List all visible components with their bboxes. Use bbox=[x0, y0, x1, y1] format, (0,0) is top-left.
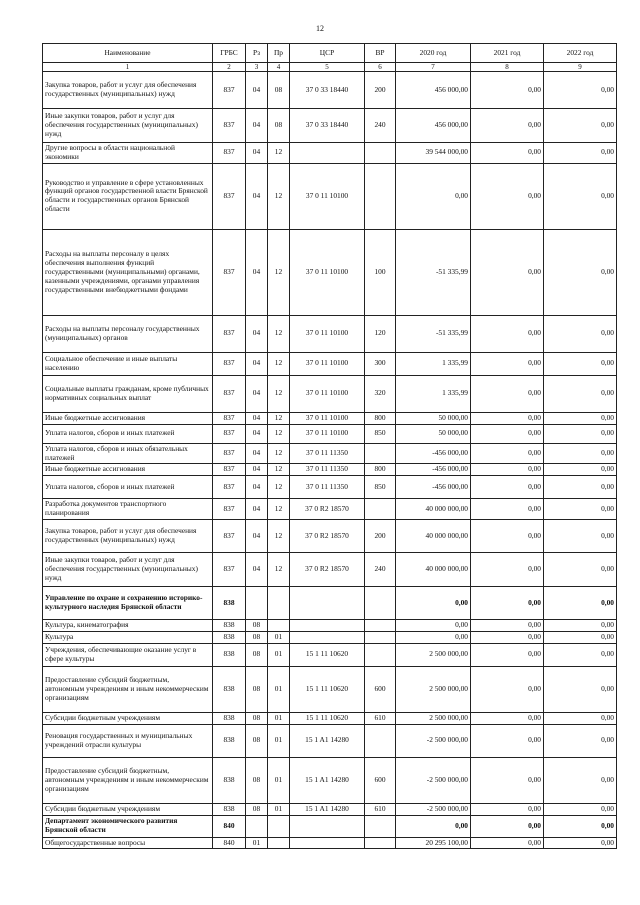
row-value-2021: 0,00 bbox=[471, 163, 544, 229]
row-vr: 600 bbox=[365, 757, 396, 803]
row-name: Реновация государственных и муниципальных учреждений отрасли культуры bbox=[43, 724, 213, 757]
row-csr bbox=[290, 143, 365, 164]
row-pr: 12 bbox=[268, 143, 290, 164]
row-csr: 37 0 11 10100 bbox=[290, 352, 365, 375]
row-value-2020: 2 500 000,00 bbox=[396, 712, 471, 724]
row-csr: 15 1 11 10620 bbox=[290, 643, 365, 666]
row-value-2021: 0,00 bbox=[471, 315, 544, 352]
row-vr: 300 bbox=[365, 352, 396, 375]
row-value-2022: 0,00 bbox=[544, 553, 617, 587]
row-value-2021: 0,00 bbox=[471, 499, 544, 520]
row-csr bbox=[290, 815, 365, 837]
row-rz: 04 bbox=[246, 443, 268, 464]
row-pr: 12 bbox=[268, 375, 290, 412]
row-name: Иные бюджетные ассигнования bbox=[43, 464, 213, 476]
row-name: Иные бюджетные ассигнования bbox=[43, 412, 213, 424]
table-row bbox=[43, 666, 617, 712]
row-value-2020: 1 335,99 bbox=[396, 375, 471, 412]
row-csr: 37 0 R2 18570 bbox=[290, 499, 365, 520]
row-value-2022: 0,00 bbox=[544, 815, 617, 837]
row-name: Предоставление субсидий бюджетным, автономным учреждениям и иным некоммерческим организациям bbox=[43, 757, 213, 803]
row-value-2022: 0,00 bbox=[544, 757, 617, 803]
row-pr bbox=[268, 620, 290, 632]
row-vr: 120 bbox=[365, 315, 396, 352]
row-rz: 04 bbox=[246, 520, 268, 553]
row-vr: 100 bbox=[365, 229, 396, 315]
row-csr: 37 0 11 10100 bbox=[290, 424, 365, 443]
row-value-2022: 0,00 bbox=[544, 587, 617, 620]
row-name: Руководство и управление в сфере установленных функций органов государственной власти Брянской области и государственных органов Брянской области bbox=[43, 163, 213, 229]
row-pr: 12 bbox=[268, 352, 290, 375]
col-number: 6 bbox=[365, 63, 396, 72]
row-value-2022: 0,00 bbox=[544, 724, 617, 757]
col-number: 2 bbox=[213, 63, 246, 72]
row-pr: 12 bbox=[268, 520, 290, 553]
row-rz: 04 bbox=[246, 476, 268, 499]
row-value-2020: 2 500 000,00 bbox=[396, 666, 471, 712]
col-number: 1 bbox=[43, 63, 213, 72]
col-header-rz: Рз bbox=[246, 44, 268, 63]
row-vr bbox=[365, 443, 396, 464]
row-value-2022: 0,00 bbox=[544, 464, 617, 476]
row-value-2021: 0,00 bbox=[471, 229, 544, 315]
row-grbs: 837 bbox=[213, 315, 246, 352]
row-csr: 37 0 11 10100 bbox=[290, 229, 365, 315]
row-name: Департамент экономического развития Брянской области bbox=[43, 815, 213, 837]
row-value-2021: 0,00 bbox=[471, 712, 544, 724]
row-vr: 610 bbox=[365, 803, 396, 815]
row-name: Управление по охране и сохранению историко-культурного наследия Брянской области bbox=[43, 587, 213, 620]
table-row bbox=[43, 499, 617, 520]
row-value-2020: 0,00 bbox=[396, 620, 471, 632]
row-vr: 800 bbox=[365, 412, 396, 424]
row-rz: 08 bbox=[246, 724, 268, 757]
row-value-2021: 0,00 bbox=[471, 143, 544, 164]
row-rz: 04 bbox=[246, 424, 268, 443]
row-grbs: 840 bbox=[213, 837, 246, 849]
row-value-2021: 0,00 bbox=[471, 553, 544, 587]
budget-table bbox=[42, 43, 617, 849]
table-row bbox=[43, 163, 617, 229]
row-grbs: 837 bbox=[213, 476, 246, 499]
row-csr: 37 0 R2 18570 bbox=[290, 553, 365, 587]
row-value-2022: 0,00 bbox=[544, 412, 617, 424]
table-row bbox=[43, 620, 617, 632]
row-vr bbox=[365, 724, 396, 757]
col-header-2022: 2022 год bbox=[544, 44, 617, 63]
row-pr: 12 bbox=[268, 315, 290, 352]
row-value-2022: 0,00 bbox=[544, 803, 617, 815]
table-row bbox=[43, 315, 617, 352]
table-row bbox=[43, 815, 617, 837]
row-name: Субсидии бюджетным учреждениям bbox=[43, 712, 213, 724]
row-value-2021: 0,00 bbox=[471, 72, 544, 109]
row-grbs: 838 bbox=[213, 724, 246, 757]
row-csr: 37 0 R2 18570 bbox=[290, 520, 365, 553]
row-csr: 15 1 11 10620 bbox=[290, 666, 365, 712]
table-row bbox=[43, 724, 617, 757]
row-vr: 320 bbox=[365, 375, 396, 412]
row-grbs: 838 bbox=[213, 803, 246, 815]
row-value-2022: 0,00 bbox=[544, 666, 617, 712]
table-row bbox=[43, 643, 617, 666]
row-grbs: 837 bbox=[213, 72, 246, 109]
row-value-2022: 0,00 bbox=[544, 476, 617, 499]
row-name: Учреждения, обеспечивающие оказание услуг в сфере культуры bbox=[43, 643, 213, 666]
row-grbs: 837 bbox=[213, 109, 246, 143]
row-pr: 08 bbox=[268, 72, 290, 109]
row-name: Другие вопросы в области национальной экономики bbox=[43, 143, 213, 164]
row-pr: 01 bbox=[268, 803, 290, 815]
row-csr bbox=[290, 837, 365, 849]
table-row bbox=[43, 712, 617, 724]
row-rz: 08 bbox=[246, 666, 268, 712]
table-row bbox=[43, 464, 617, 476]
row-csr bbox=[290, 620, 365, 632]
table-row bbox=[43, 109, 617, 143]
row-name: Закупка товаров, работ и услуг для обеспечения государственных (муниципальных) нужд bbox=[43, 520, 213, 553]
row-name: Уплата налогов, сборов и иных платежей bbox=[43, 476, 213, 499]
row-pr: 12 bbox=[268, 412, 290, 424]
row-grbs: 838 bbox=[213, 620, 246, 632]
row-grbs: 838 bbox=[213, 712, 246, 724]
row-value-2022: 0,00 bbox=[544, 620, 617, 632]
row-value-2020: 20 295 100,00 bbox=[396, 837, 471, 849]
table-row bbox=[43, 443, 617, 464]
row-vr bbox=[365, 587, 396, 620]
row-csr: 37 0 11 11350 bbox=[290, 443, 365, 464]
row-vr: 240 bbox=[365, 553, 396, 587]
table-body bbox=[43, 72, 617, 849]
row-vr bbox=[365, 815, 396, 837]
row-name: Предоставление субсидий бюджетным, автономным учреждениям и иным некоммерческим организациям bbox=[43, 666, 213, 712]
row-grbs: 838 bbox=[213, 587, 246, 620]
row-grbs: 838 bbox=[213, 631, 246, 643]
row-rz: 04 bbox=[246, 464, 268, 476]
row-rz: 04 bbox=[246, 72, 268, 109]
row-pr: 12 bbox=[268, 499, 290, 520]
row-vr bbox=[365, 143, 396, 164]
table-row bbox=[43, 520, 617, 553]
row-pr: 01 bbox=[268, 643, 290, 666]
row-vr: 800 bbox=[365, 464, 396, 476]
table-row bbox=[43, 631, 617, 643]
table-row bbox=[43, 375, 617, 412]
row-value-2020: -2 500 000,00 bbox=[396, 724, 471, 757]
row-value-2022: 0,00 bbox=[544, 375, 617, 412]
row-name: Культура, кинематография bbox=[43, 620, 213, 632]
row-csr: 37 0 11 10100 bbox=[290, 315, 365, 352]
row-value-2020: 40 000 000,00 bbox=[396, 520, 471, 553]
table-row bbox=[43, 143, 617, 164]
row-name: Социальные выплаты гражданам, кроме публичных нормативных социальных выплат bbox=[43, 375, 213, 412]
row-value-2021: 0,00 bbox=[471, 109, 544, 143]
row-pr: 12 bbox=[268, 476, 290, 499]
col-header-csr: ЦСР bbox=[290, 44, 365, 63]
row-value-2022: 0,00 bbox=[544, 229, 617, 315]
col-number: 3 bbox=[246, 63, 268, 72]
table-row bbox=[43, 352, 617, 375]
row-name: Иные закупки товаров, работ и услуг для обеспечения государственных (муниципальных) нужд bbox=[43, 109, 213, 143]
row-name: Социальное обеспечение и иные выплаты населению bbox=[43, 352, 213, 375]
row-value-2022: 0,00 bbox=[544, 109, 617, 143]
row-csr: 15 1 A1 14280 bbox=[290, 803, 365, 815]
row-pr bbox=[268, 837, 290, 849]
row-name: Субсидии бюджетным учреждениям bbox=[43, 803, 213, 815]
row-vr: 610 bbox=[365, 712, 396, 724]
row-value-2022: 0,00 bbox=[544, 631, 617, 643]
row-rz: 04 bbox=[246, 412, 268, 424]
row-value-2021: 0,00 bbox=[471, 352, 544, 375]
row-value-2020: 40 000 000,00 bbox=[396, 553, 471, 587]
row-value-2021: 0,00 bbox=[471, 620, 544, 632]
row-pr: 01 bbox=[268, 712, 290, 724]
row-value-2020: -456 000,00 bbox=[396, 476, 471, 499]
row-csr: 15 1 11 10620 bbox=[290, 712, 365, 724]
col-header-pr: Пр bbox=[268, 44, 290, 63]
row-name: Иные закупки товаров, работ и услуг для обеспечения государственных (муниципальных) нужд bbox=[43, 553, 213, 587]
row-rz bbox=[246, 587, 268, 620]
row-csr: 37 0 11 10100 bbox=[290, 163, 365, 229]
row-value-2022: 0,00 bbox=[544, 712, 617, 724]
row-name: Закупка товаров, работ и услуг для обеспечения государственных (муниципальных) нужд bbox=[43, 72, 213, 109]
row-value-2021: 0,00 bbox=[471, 666, 544, 712]
row-value-2020: -51 335,99 bbox=[396, 229, 471, 315]
row-pr: 01 bbox=[268, 757, 290, 803]
row-name: Расходы на выплаты персоналу государственных (муниципальных) органов bbox=[43, 315, 213, 352]
row-rz: 04 bbox=[246, 375, 268, 412]
row-grbs: 837 bbox=[213, 143, 246, 164]
row-grbs: 837 bbox=[213, 464, 246, 476]
row-value-2021: 0,00 bbox=[471, 464, 544, 476]
row-grbs: 838 bbox=[213, 757, 246, 803]
row-value-2022: 0,00 bbox=[544, 143, 617, 164]
row-grbs: 837 bbox=[213, 412, 246, 424]
row-value-2022: 0,00 bbox=[544, 443, 617, 464]
col-number: 9 bbox=[544, 63, 617, 72]
row-name: Уплата налогов, сборов и иных платежей bbox=[43, 424, 213, 443]
table-row bbox=[43, 229, 617, 315]
row-name: Культура bbox=[43, 631, 213, 643]
row-csr: 37 0 33 18440 bbox=[290, 109, 365, 143]
row-value-2022: 0,00 bbox=[544, 837, 617, 849]
row-grbs: 837 bbox=[213, 163, 246, 229]
row-csr: 15 1 A1 14280 bbox=[290, 724, 365, 757]
row-csr: 37 0 11 10100 bbox=[290, 412, 365, 424]
row-value-2020: 456 000,00 bbox=[396, 72, 471, 109]
row-csr: 37 0 33 18440 bbox=[290, 72, 365, 109]
row-value-2021: 0,00 bbox=[471, 587, 544, 620]
col-number: 7 bbox=[396, 63, 471, 72]
row-vr bbox=[365, 631, 396, 643]
row-rz: 08 bbox=[246, 643, 268, 666]
row-grbs: 837 bbox=[213, 352, 246, 375]
row-pr: 12 bbox=[268, 163, 290, 229]
row-csr bbox=[290, 631, 365, 643]
row-csr: 37 0 11 11350 bbox=[290, 464, 365, 476]
row-vr bbox=[365, 643, 396, 666]
row-value-2020: -456 000,00 bbox=[396, 443, 471, 464]
col-header-grbs: ГРБС bbox=[213, 44, 246, 63]
row-rz: 04 bbox=[246, 553, 268, 587]
col-header-name: Наименование bbox=[43, 44, 213, 63]
row-value-2021: 0,00 bbox=[471, 424, 544, 443]
row-pr bbox=[268, 815, 290, 837]
col-header-2020: 2020 год bbox=[396, 44, 471, 63]
row-pr: 01 bbox=[268, 631, 290, 643]
table-row bbox=[43, 72, 617, 109]
row-name: Общегосударственные вопросы bbox=[43, 837, 213, 849]
row-vr: 600 bbox=[365, 666, 396, 712]
row-value-2022: 0,00 bbox=[544, 499, 617, 520]
row-grbs: 838 bbox=[213, 643, 246, 666]
row-value-2020: 40 000 000,00 bbox=[396, 499, 471, 520]
row-value-2021: 0,00 bbox=[471, 757, 544, 803]
col-number: 8 bbox=[471, 63, 544, 72]
row-vr: 200 bbox=[365, 520, 396, 553]
row-value-2021: 0,00 bbox=[471, 643, 544, 666]
row-value-2022: 0,00 bbox=[544, 315, 617, 352]
row-rz: 04 bbox=[246, 499, 268, 520]
row-grbs: 837 bbox=[213, 443, 246, 464]
row-rz: 04 bbox=[246, 315, 268, 352]
row-value-2020: -2 500 000,00 bbox=[396, 803, 471, 815]
table-row bbox=[43, 587, 617, 620]
table-row bbox=[43, 412, 617, 424]
row-value-2021: 0,00 bbox=[471, 375, 544, 412]
row-value-2020: -2 500 000,00 bbox=[396, 757, 471, 803]
row-name: Уплата налогов, сборов и иных обязательных платежей bbox=[43, 443, 213, 464]
table-row bbox=[43, 837, 617, 849]
page-number: 12 bbox=[316, 24, 324, 33]
row-value-2022: 0,00 bbox=[544, 424, 617, 443]
table-row bbox=[43, 476, 617, 499]
row-vr bbox=[365, 620, 396, 632]
row-csr: 15 1 A1 14280 bbox=[290, 757, 365, 803]
row-grbs: 837 bbox=[213, 424, 246, 443]
row-value-2021: 0,00 bbox=[471, 476, 544, 499]
row-grbs: 837 bbox=[213, 229, 246, 315]
row-csr bbox=[290, 587, 365, 620]
row-value-2021: 0,00 bbox=[471, 520, 544, 553]
row-value-2021: 0,00 bbox=[471, 631, 544, 643]
row-pr: 12 bbox=[268, 464, 290, 476]
row-rz: 04 bbox=[246, 229, 268, 315]
col-number: 4 bbox=[268, 63, 290, 72]
row-pr bbox=[268, 587, 290, 620]
row-pr: 08 bbox=[268, 109, 290, 143]
col-header-vr: ВР bbox=[365, 44, 396, 63]
col-number: 5 bbox=[290, 63, 365, 72]
row-value-2020: -456 000,00 bbox=[396, 464, 471, 476]
row-vr bbox=[365, 499, 396, 520]
row-vr: 200 bbox=[365, 72, 396, 109]
row-value-2020: 456 000,00 bbox=[396, 109, 471, 143]
row-value-2020: -51 335,99 bbox=[396, 315, 471, 352]
table-row bbox=[43, 803, 617, 815]
row-grbs: 840 bbox=[213, 815, 246, 837]
row-rz bbox=[246, 815, 268, 837]
row-value-2022: 0,00 bbox=[544, 643, 617, 666]
row-value-2021: 0,00 bbox=[471, 443, 544, 464]
row-value-2020: 0,00 bbox=[396, 587, 471, 620]
row-rz: 01 bbox=[246, 837, 268, 849]
column-number-row bbox=[43, 63, 617, 72]
row-value-2020: 1 335,99 bbox=[396, 352, 471, 375]
row-rz: 04 bbox=[246, 163, 268, 229]
row-value-2021: 0,00 bbox=[471, 724, 544, 757]
row-rz: 04 bbox=[246, 352, 268, 375]
row-rz: 08 bbox=[246, 631, 268, 643]
row-value-2021: 0,00 bbox=[471, 815, 544, 837]
row-csr: 37 0 11 10100 bbox=[290, 375, 365, 412]
table-row bbox=[43, 553, 617, 587]
row-value-2020: 50 000,00 bbox=[396, 424, 471, 443]
header-row bbox=[43, 44, 617, 63]
row-rz: 08 bbox=[246, 620, 268, 632]
row-name: Расходы на выплаты персоналу в целях обеспечения выполнения функций государственными (муниципальными) органами, казенными учреждениями, органами управления государственными внебюджетными фондами bbox=[43, 229, 213, 315]
row-vr bbox=[365, 163, 396, 229]
row-grbs: 837 bbox=[213, 553, 246, 587]
row-value-2020: 0,00 bbox=[396, 631, 471, 643]
row-vr: 240 bbox=[365, 109, 396, 143]
row-grbs: 837 bbox=[213, 520, 246, 553]
row-rz: 04 bbox=[246, 143, 268, 164]
row-pr: 12 bbox=[268, 443, 290, 464]
row-rz: 08 bbox=[246, 712, 268, 724]
row-vr: 850 bbox=[365, 476, 396, 499]
row-grbs: 838 bbox=[213, 666, 246, 712]
row-grbs: 837 bbox=[213, 499, 246, 520]
row-value-2022: 0,00 bbox=[544, 352, 617, 375]
row-pr: 12 bbox=[268, 424, 290, 443]
row-value-2020: 39 544 000,00 bbox=[396, 143, 471, 164]
row-pr: 12 bbox=[268, 229, 290, 315]
row-grbs: 837 bbox=[213, 375, 246, 412]
table-row bbox=[43, 424, 617, 443]
row-vr bbox=[365, 837, 396, 849]
row-value-2021: 0,00 bbox=[471, 837, 544, 849]
row-value-2020: 0,00 bbox=[396, 163, 471, 229]
row-value-2020: 2 500 000,00 bbox=[396, 643, 471, 666]
row-value-2020: 50 000,00 bbox=[396, 412, 471, 424]
row-name: Разработка документов транспортного планирования bbox=[43, 499, 213, 520]
row-csr: 37 0 11 11350 bbox=[290, 476, 365, 499]
row-value-2022: 0,00 bbox=[544, 520, 617, 553]
table-row bbox=[43, 757, 617, 803]
row-value-2022: 0,00 bbox=[544, 72, 617, 109]
col-header-2021: 2021 год bbox=[471, 44, 544, 63]
row-value-2020: 0,00 bbox=[396, 815, 471, 837]
row-rz: 04 bbox=[246, 109, 268, 143]
row-rz: 08 bbox=[246, 757, 268, 803]
row-pr: 01 bbox=[268, 666, 290, 712]
row-pr: 01 bbox=[268, 724, 290, 757]
row-value-2021: 0,00 bbox=[471, 412, 544, 424]
row-value-2022: 0,00 bbox=[544, 163, 617, 229]
row-value-2021: 0,00 bbox=[471, 803, 544, 815]
row-pr: 12 bbox=[268, 553, 290, 587]
row-rz: 08 bbox=[246, 803, 268, 815]
row-vr: 850 bbox=[365, 424, 396, 443]
